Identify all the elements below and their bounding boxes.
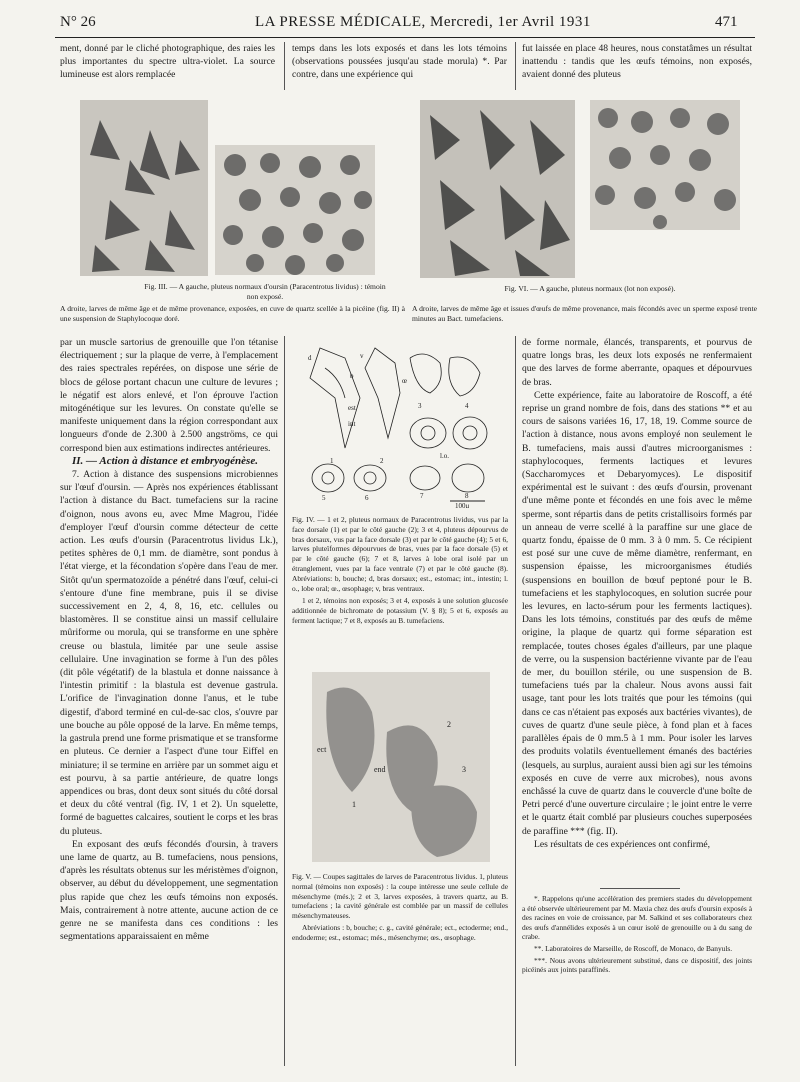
fig3-photo-normal-plutei xyxy=(80,100,208,276)
fig4-label-lo: l.o. xyxy=(440,452,449,460)
fig5-label-end: end xyxy=(374,765,386,774)
paragraph: Cette expérience, faite au laboratoire de Roscoff, a été reprise un grand nombre de fois, dans des stations ** et au cours de saisons variées 16, 17, 18, 19. Comme source de l'action à distance, nous avons employé non seulement le B. tumefaciens, mais aussi d'autres microorganismes : staphylocoques, ferments lactiques et levures (Saccharomyces et Debaryomyces). Le dispositif expérimental est le suivant : des œufs d'oursin, provenant d'une même ponte et fécondés en une fois avec le même sperme, sont répartis dans de petits cristallisoirs formés par un anneau de verre scellé à la paraffine sur une glace de quartz fondu, épaisse de 0 mm. 3 à 0 mm. 5. Ce récipient est posé sur une cuve de même diamètre, renfermant, en suspension épaisse, les microorganismes étudiés (suspensions en bouillon de bœuf peptoné pour le B. tumefaciens et les staphylocoques, en solution sucrée pour les levures, en lacto-sérum pour les ferments lactiques). Dans les lots témoins, constitués par des œufs de même origine, la plaque de quartz qui forme séparation est remplacée, toutes choses égales d'ailleurs, par une plaque de verre, ou la suspension bactérienne vivante par de l'eau de mer, du bouillon stérile, ou une suspension de B. tumefaciens tués par la chaleur. Nous avons aussi fait usage, tant pour les lots traités que pour les témoins (qui dans ce cas n'étaient pas exposés aux bactéries vivantes), de cuves de quartz d'une seule pièce, à fond plan et à faces parallèles épais de 0 mm.5 à 1 mm. Pour isoler les larves des produits volatils éventuellement émanés des bactéries (lesquels, au surplus, auraient aussi bien agi sur les témoins exposés en cuve de verre aux microbes), nous avons enchâssé la cuve de quartz dans le couvercle d'une boîte de Petri percé d'une ouverture circulaire ; le joint entre le verre et le quartz était comblé par plusieurs couches superposées de paraffine *** (fig. II). xyxy=(522,389,752,837)
top-column-1: ment, donné par le cliché photographique, des raies les plus importantes du spectre ultra-violet. La source lumineuse est alors remplacée xyxy=(60,43,275,81)
header-rule xyxy=(55,37,755,38)
fig4-label-oe: œ xyxy=(402,377,408,385)
top-column-3: fut laissée en place 48 heures, nous constatâmes un résultat inattendu : tandis que les œufs témoins, non exposés, avaient donné des pluteus xyxy=(522,43,752,81)
fig4-label-v: v xyxy=(360,352,364,360)
fig4-label-7: 7 xyxy=(420,492,424,500)
fig4-label-4: 4 xyxy=(465,402,469,410)
fig3-photo-exposed-larvae xyxy=(215,145,375,275)
footnotes xyxy=(522,894,752,977)
fig4-label-d: d xyxy=(308,354,312,362)
paragraph: Les résultats de ces expériences ont confirmé, xyxy=(534,838,711,850)
fig5-caption-main: Fig. V. — Coupes sagittales de larves de Paracentrotus lividus. 1, pluteus normal (témoins non exposés) : la coupe intéresse une seule cellule de mésenchyme (més.); 2 et 3, larves exposées, à travers quartz, au B. tumefaciens ; la cavité générale est comblée par un massif de cellules mésenchymateuses. xyxy=(292,872,508,921)
column-divider xyxy=(515,336,516,1066)
fig4-label-int: int xyxy=(348,420,356,428)
top-column-2: temps dans les lots exposés et dans les lots témoins (observations poussées jusqu'au stade morula) *. Par contre, dans une expérience qui xyxy=(292,43,507,81)
fig4-label-2: 2 xyxy=(380,457,384,465)
section-heading: II. — Action à distance et embryogénèse. xyxy=(72,454,258,467)
footnote-rule xyxy=(600,888,680,889)
column-divider xyxy=(284,42,285,90)
fig6-caption-title: Fig. VI. — A gauche, pluteus normaux (lot non exposé). xyxy=(504,284,676,293)
fig5-caption-abbrev: Abréviations : b, bouche; c. g., cavité générale; ect., ectoderme; end., endoderme; est., estomac; més., mésenchyme; œs., œsophage. xyxy=(292,922,508,942)
paragraph: En exposant des œufs fécondés d'oursin, à travers une lame de quartz, au B. tumefaciens, nous pensions, d'après les résultats obtenus sur les méristèmes d'oignon, observer, au début du développement, une segmentation plus rapide que chez les œufs témoins non exposés. Mais, contrairement à notre attente, aucune action de ce genre ne se manifesta dans ces conditions : les segmentations apparaissaient en même xyxy=(60,838,278,943)
journal-name: LA PRESSE MÉDICALE, xyxy=(255,14,426,30)
paragraph: de forme normale, élancés, transparents, et pourvus de quatre longs bras, les deux lots exposés ne renfermaient que des larves de forme aberrante, opaques et dépourvues de bras. xyxy=(522,337,752,388)
column-divider xyxy=(515,42,516,90)
fig3-caption-title: Fig. III. — A gauche, pluteus normaux d'oursin (Paracentrotus lividus) : témoin non exposé. xyxy=(144,282,386,301)
fig4-drawing xyxy=(300,338,500,508)
fig4-label-est: est xyxy=(348,404,356,412)
fig4-scale-label: 100μ xyxy=(455,502,470,508)
paragraph: par un muscle sartorius de grenouille que l'on tétanise électriquement ; sur la plaque de verre, à l'emplacement des raies spectrales repérées, on dispose une série de blocs de gélose portant chacun une culture de levures ; le négatif est alors enlevé, et l'on éprouve l'action mitogénétique sur les levures. On constate qu'elle se manifeste uniquement dans la région correspondant aux longueurs d'onde de 2.300 à 2.500 angströms, ce qui correspond bien aux estimations indirectes antérieures. xyxy=(60,337,278,454)
fig4-caption xyxy=(292,515,508,626)
fig4-label-5: 5 xyxy=(322,494,326,502)
fig5-label-ect: ect xyxy=(317,745,327,754)
page-number-left: N° 26 xyxy=(60,14,96,30)
issue-date: Mercredi, 1er Avril 1931 xyxy=(430,14,591,30)
page-number-right: 471 xyxy=(715,14,738,30)
column-divider xyxy=(284,336,285,1066)
fig4-label-b: b xyxy=(350,372,354,380)
paragraph: 7. Action à distance des suspensions microbiennes sur l'œuf d'oursin. — Après nos expériences établissant l'action à distance du Bact. tumefaciens sur la racine d'oignon, nous avons eu, avec Mme Magrou, l'idée d'employer l'œuf d'oursin comme détecteur de cette action. Les œufs d'oursin (Paracentrotus lividus Lk.), petites sphères de 0,1 mm. de diamètre, sont pondus à l'état vierge, et la fécondation s'opère dans l'eau de mer. Sitôt qu'un spermatozoïde a pénétré dans l'œuf, celui-ci s'entoure d'une fine membrane, puis il se divise successivement en 2, 4, 8, 16, etc. cellules ou blastomères. Il se constitue ainsi un massif cellulaire mûriforme ou morula, qui se transforme en une sphère creuse ou blastula, limitée par une seule assise cellulaire. Une invagination se forme à l'un des pôles (dit pôle végétatif) de la blastula et donne naissance à l'intestin primitif : la blastula est devenue gastrula. L'orifice de l'invagination donne l'anus, et le tube digestif, d'abord terminé en cul-de-sac clos, s'ouvre par une bouche au pôle opposé de la larve. En même temps, la gastrula prend une forme prismatique et se transforme en pluteus. Ce dernier a l'aspect d'une tour Eiffel en miniature; il se termine en arrière par un sommet aigu et est pourvu, à sa partie antérieure, de quatre longs appendices ou bras, dont deux sont situés du côté dorsal et deux du côté ventral (fig. IV, 1 et 2). Un squelette, formé de baguettes calcaires, soutient le corps et les bras du pluteus. xyxy=(60,469,278,837)
footnote: ***. Nous avons ultérieurement substitué, dans ce dispositif, des joints picéinés aux joints paraffinés. xyxy=(522,955,752,975)
footnote: **. Laboratoires de Marseille, de Roscoff, de Monaco, de Banyuls. xyxy=(534,943,733,953)
fig5-label-1: 1 xyxy=(352,800,356,809)
fig4-label-3: 3 xyxy=(418,402,422,410)
fig5-photo-sections xyxy=(312,672,490,862)
fig4-caption-groups: 1 et 2, témoins non exposés; 3 et 4, exposés à une solution glucosée additionnée de bichromate de potassium (V. § 8); 5 et 6, exposés au ferment lactique; 7 et 8, exposés au B. tumefaciens. xyxy=(292,596,508,625)
fig4-caption-main: Fig. IV. — 1 et 2, pluteus normaux de Paracentrotus lividus, vus par la face dorsale (1) et par le côté gauche (2); 3 et 4, pluteus dépourvus de bras dorsaux, vus par la face dorsale (3) et par le côté gauche (4); 5 et 6, larves pluteïformes dépourvues de bras, vues par la face dorsale (5) et par le côté gauche (6); 7 et 8, larves à lobe oral isolé par un étranglement, vues par la face ventrale (7) et par le côté gauche (8). Abréviations: b, bouche; d, bras dorsaux; est., estomac; int., intestin; l. o., lobe oral; œ., œsophage; v, bras ventraux. xyxy=(292,515,508,593)
fig5-caption xyxy=(292,872,508,943)
footnote: *. Rappelons qu'une accélération des premiers stades du développement a été observée ultérieurement par M. Maxia chez des œufs d'oursin exposés à des racines en voie de croissance, par M. Salkind et ses collaborateurs chez des œufs d'annélides exposés à un cœur isolé de grenouille ou à du sang de crabe. xyxy=(522,894,752,942)
right-column xyxy=(522,336,752,851)
fig6-caption-detail: A droite, larves de même âge et issues d'œufs de même provenance, mais fécondés avec un sperme exposé trente minutes au Bact. tumefaciens. xyxy=(412,304,757,323)
fig5-label-2: 2 xyxy=(447,720,451,729)
fig5-label-3: 3 xyxy=(462,765,466,774)
fig4-label-6: 6 xyxy=(365,494,369,502)
left-column xyxy=(60,336,278,943)
fig3-caption-detail: A droite, larves de même âge et de même provenance, exposées, en cuve de quartz scellée à la picéine (fig. II) à une suspension de Staphylocoque doré. xyxy=(60,304,405,323)
journal-title xyxy=(255,14,591,31)
fig6-photo-exposed-larvae xyxy=(590,100,740,230)
fig4-label-8: 8 xyxy=(465,492,469,500)
fig6-photo-normal-plutei xyxy=(420,100,575,278)
fig4-label-1: 1 xyxy=(330,457,334,465)
